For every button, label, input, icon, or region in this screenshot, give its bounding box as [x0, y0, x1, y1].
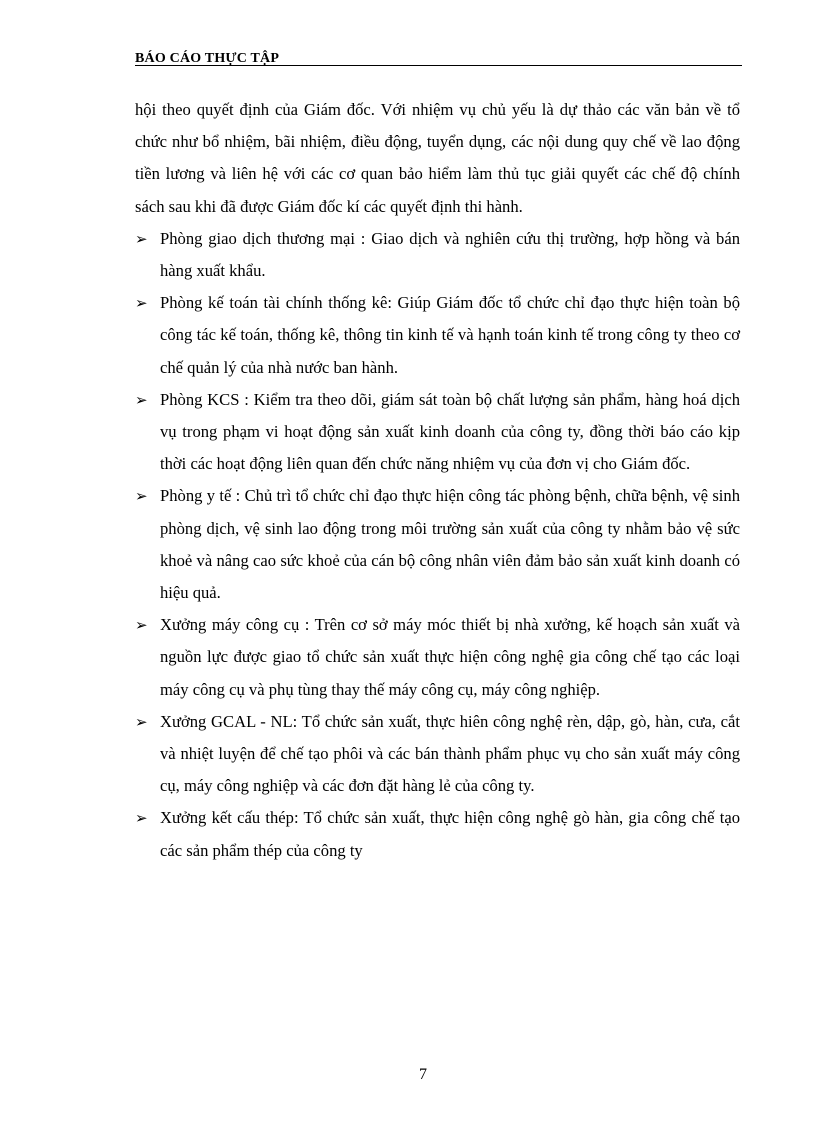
bullet-item-accounting-department	[135, 287, 740, 384]
arrow-bullet-icon: ➢	[135, 487, 148, 506]
page-number: 7	[419, 1066, 427, 1083]
bullet-item-kcs-department	[135, 384, 740, 481]
bullet-text: Xưởng máy công cụ : Trên cơ sở máy móc thiết bị nhà xưởng, kế hoạch sản xuất và nguồn lực được giao tổ chức sản xuất thực hiện công nghệ gia công chế tạo các loại máy công cụ và phụ tùng thay thế máy công cụ, máy công nghiệp.	[160, 615, 740, 699]
arrow-bullet-icon: ➢	[135, 229, 148, 248]
bullet-text: Phòng kế toán tài chính thống kê: Giúp Giám đốc tổ chức chỉ đạo thực hiện toàn bộ công tác kế toán, thống kê, thông tin kinh tế và hạnh toán kinh tế trong công ty theo cơ chế quản lý của nhà nước ban hành.	[160, 293, 740, 377]
arrow-bullet-icon: ➢	[135, 616, 148, 635]
arrow-bullet-icon: ➢	[135, 809, 148, 828]
document-body	[135, 94, 740, 867]
arrow-bullet-icon: ➢	[135, 390, 148, 409]
bullet-text: Xưởng kết cấu thép: Tổ chức sản xuất, thực hiện công nghệ gò hàn, gia công chế tạo các sản phẩm thép của công ty	[160, 808, 740, 860]
bullet-text: Phòng KCS : Kiểm tra theo dõi, giám sát toàn bộ chất lượng sản phẩm, hàng hoá dịch vụ trong phạm vi hoạt động sản xuất kinh doanh của công ty, đồng thời báo cáo kịp thời các hoạt động liên quan đến chức năng nhiệm vụ của đơn vị cho Giám đốc.	[160, 389, 740, 474]
report-title: BÁO CÁO THỰC TẬP	[135, 51, 280, 66]
page-header	[135, 49, 742, 66]
intro-paragraph: hội theo quyết định của Giám đốc. Với nhiệm vụ chủ yếu là dự thảo các văn bản về tổ chức như bổ nhiệm, bãi nhiệm, điều động, tuyển dụng, các nội dung quy chế về lao động tiền lương và liên hệ với các cơ quan bảo hiểm làm thủ tục giải quyết các chế độ chính sách sau khi đã được Giám đốc kí các quyết định thi hành.	[135, 100, 740, 216]
bullet-item-trade-department	[135, 223, 740, 287]
arrow-bullet-icon: ➢	[135, 294, 148, 313]
bullet-item-gcal-workshop	[135, 706, 740, 803]
arrow-bullet-icon: ➢	[135, 712, 148, 731]
bullet-text: Xưởng GCAL - NL: Tổ chức sản xuất, thực hiên công nghệ rèn, dập, gò, hàn, cưa, cắt và nhiệt luyện để chế tạo phôi và các bán thành phẩm phục vụ cho sản xuất máy công cụ, máy công nghiệp và các đơn đặt hàng lẻ của công ty.	[160, 711, 740, 796]
bullet-item-machine-tool-workshop	[135, 609, 740, 706]
bullet-item-medical-department	[135, 480, 740, 609]
bullet-item-steel-structure-workshop	[135, 802, 740, 866]
bullet-text: Phòng giao dịch thương mại : Giao dịch và nghiên cứu thị trường, hợp hồng và bán hàng xuất khẩu.	[160, 228, 740, 281]
bullet-text: Phòng y tế : Chủ trì tổ chức chỉ đạo thực hiện công tác phòng bệnh, chữa bệnh, vệ sinh phòng dịch, vệ sinh lao động trong môi trường sản xuất của công ty nhằm bảo vệ sức khoẻ và nâng cao sức khoẻ của cán bộ công nhân viên đảm bảo sản xuất kinh doanh có hiệu quả.	[160, 486, 740, 603]
